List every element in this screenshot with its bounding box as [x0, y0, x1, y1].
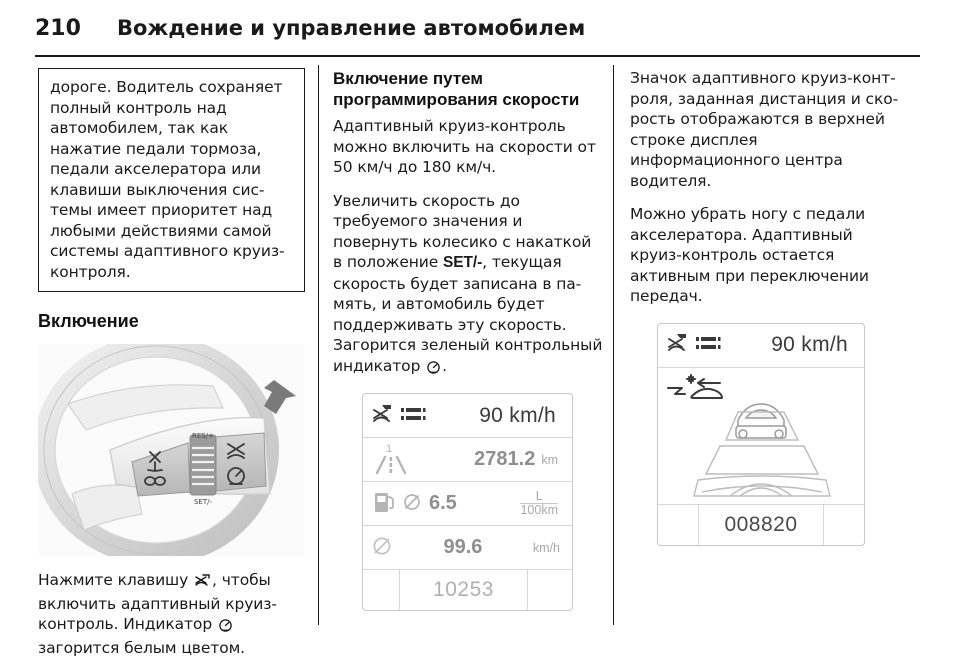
odo-cell-right: [527, 570, 572, 610]
enable-instruction-part2: , чтобы включить адаптивный круиз-контроль. Индикатор: [38, 571, 277, 633]
enable-section-heading: Включение: [38, 311, 139, 331]
column-divider-2: [613, 65, 614, 625]
res-plus-label: RES/+: [192, 432, 214, 440]
acc-display-paragraph-2: Можно убрать ногу с педали акселератора. Адаптивный круиз-контроль остается активным при переключении передач.: [630, 205, 869, 305]
dic-trip-distance-unit: km: [541, 452, 558, 467]
dic-row-speed: [363, 394, 572, 438]
dic-set-speed-value: 90 km/h: [479, 403, 556, 427]
speed-program-heading-line1: Включение путем: [333, 69, 483, 88]
dic-odometer-value: 10253: [433, 578, 494, 601]
dic-odometer-value: 008820: [724, 512, 798, 536]
speed-program-paragraph-2: [333, 191, 604, 380]
content-column-2: [333, 68, 604, 611]
average-symbol-icon: [402, 492, 422, 516]
page-header: [35, 16, 920, 50]
speed-program-heading: [333, 68, 604, 110]
odo-cell-right: [823, 505, 864, 545]
speed-program-p2-part2: , текущая скорость будет записана в память, и автомобиль будет поддерживать эту скорость. Загорится зеленый контрольный индикатор: [333, 253, 603, 375]
cruise-indicator-icon: [218, 617, 233, 638]
content-column-3: [630, 68, 901, 546]
fuel-unit-denominator: 100km: [520, 503, 558, 517]
speed-program-paragraph-1: Адаптивный круиз-контроль можно включить на скорости от 50 км/ч до 180 км/ч.: [333, 117, 596, 176]
acc-display-paragraph-1: Значок адаптивного круиз-контроля, заданная дистанция и скорость отображаются в верхней строке дисплея информационного центра водителя.: [630, 69, 899, 190]
odo-cell-middle: [400, 570, 527, 610]
dic-fuel-average-value: 6.5: [429, 492, 457, 514]
dic-average-speed-value: 99.6: [443, 536, 483, 558]
enable-instruction-part1: Нажмите клавишу: [38, 571, 189, 589]
lead-vehicle-graphic: [736, 404, 786, 438]
following-distance-icon: [695, 333, 721, 357]
content-column-1: [38, 68, 309, 658]
driver-info-display-trip: [362, 393, 573, 611]
page-number: 210: [35, 16, 81, 41]
page-title: Вождение и управление автомобилем: [117, 16, 586, 40]
speed-program-p2-part3: .: [442, 356, 447, 375]
column-divider-1: [318, 65, 319, 625]
enable-instruction-text: [38, 570, 309, 658]
note-box-text: дороге. Водитель сохраняет полный контроль над автомобилем, так как нажатие педали тормоза, педали акселератора или клавиши выключения системы имеет приоритет над любыми действиями самой системы адаптивного круиз-контроля.: [50, 78, 285, 281]
lane-band-lower: [706, 446, 818, 474]
own-vehicle-hood: [694, 476, 830, 496]
speed-program-heading-line2: программирования скорости: [333, 90, 580, 109]
dic-following-graphic: [658, 368, 864, 505]
dic-row-average-speed: [363, 526, 572, 570]
odo-cell-left: [658, 505, 699, 545]
acc-car-icon: [194, 573, 211, 594]
fuel-pump-icon: [371, 488, 399, 520]
dic-row-fuel-average: [363, 482, 572, 526]
odo-cell-middle: [699, 505, 823, 545]
trip-odometer-icon: [371, 441, 417, 479]
dic-row-speed: [658, 324, 864, 368]
steering-wheel-figure: [38, 344, 305, 556]
trip-number-label: 1: [386, 442, 393, 455]
set-minus-inline-label: SET/-: [443, 254, 483, 271]
speed-program-p2-part1: Увеличить скорость до требуемого значения и повернуть колесико с накаткой в положение: [333, 191, 592, 271]
fuel-unit-numerator: L: [520, 490, 558, 504]
dic-row-trip-distance: [363, 438, 572, 482]
enable-instruction-part3: загорится белым цветом.: [38, 638, 245, 657]
driver-info-display-following: [657, 323, 865, 546]
dic-row-odometer: [363, 570, 572, 610]
set-minus-label: SET/-: [193, 498, 213, 506]
dic-average-speed-unit: km/h: [532, 540, 560, 555]
forward-collision-alert-icon: [668, 375, 722, 398]
dic-trip-distance-value: 2781.2: [474, 448, 536, 470]
dic-set-speed-value: 90 km/h: [771, 333, 848, 356]
note-box: [38, 68, 305, 292]
acc-car-icon: [666, 333, 690, 357]
header-divider-rule: [35, 55, 920, 57]
acc-car-icon: [371, 404, 395, 428]
cruise-indicator-icon: [426, 359, 441, 380]
average-symbol-icon: [371, 535, 393, 561]
dic-row-odometer: [658, 505, 864, 545]
fuel-unit-fraction: [520, 490, 558, 517]
odo-cell-left: [363, 570, 400, 610]
following-distance-icon: [400, 404, 426, 428]
